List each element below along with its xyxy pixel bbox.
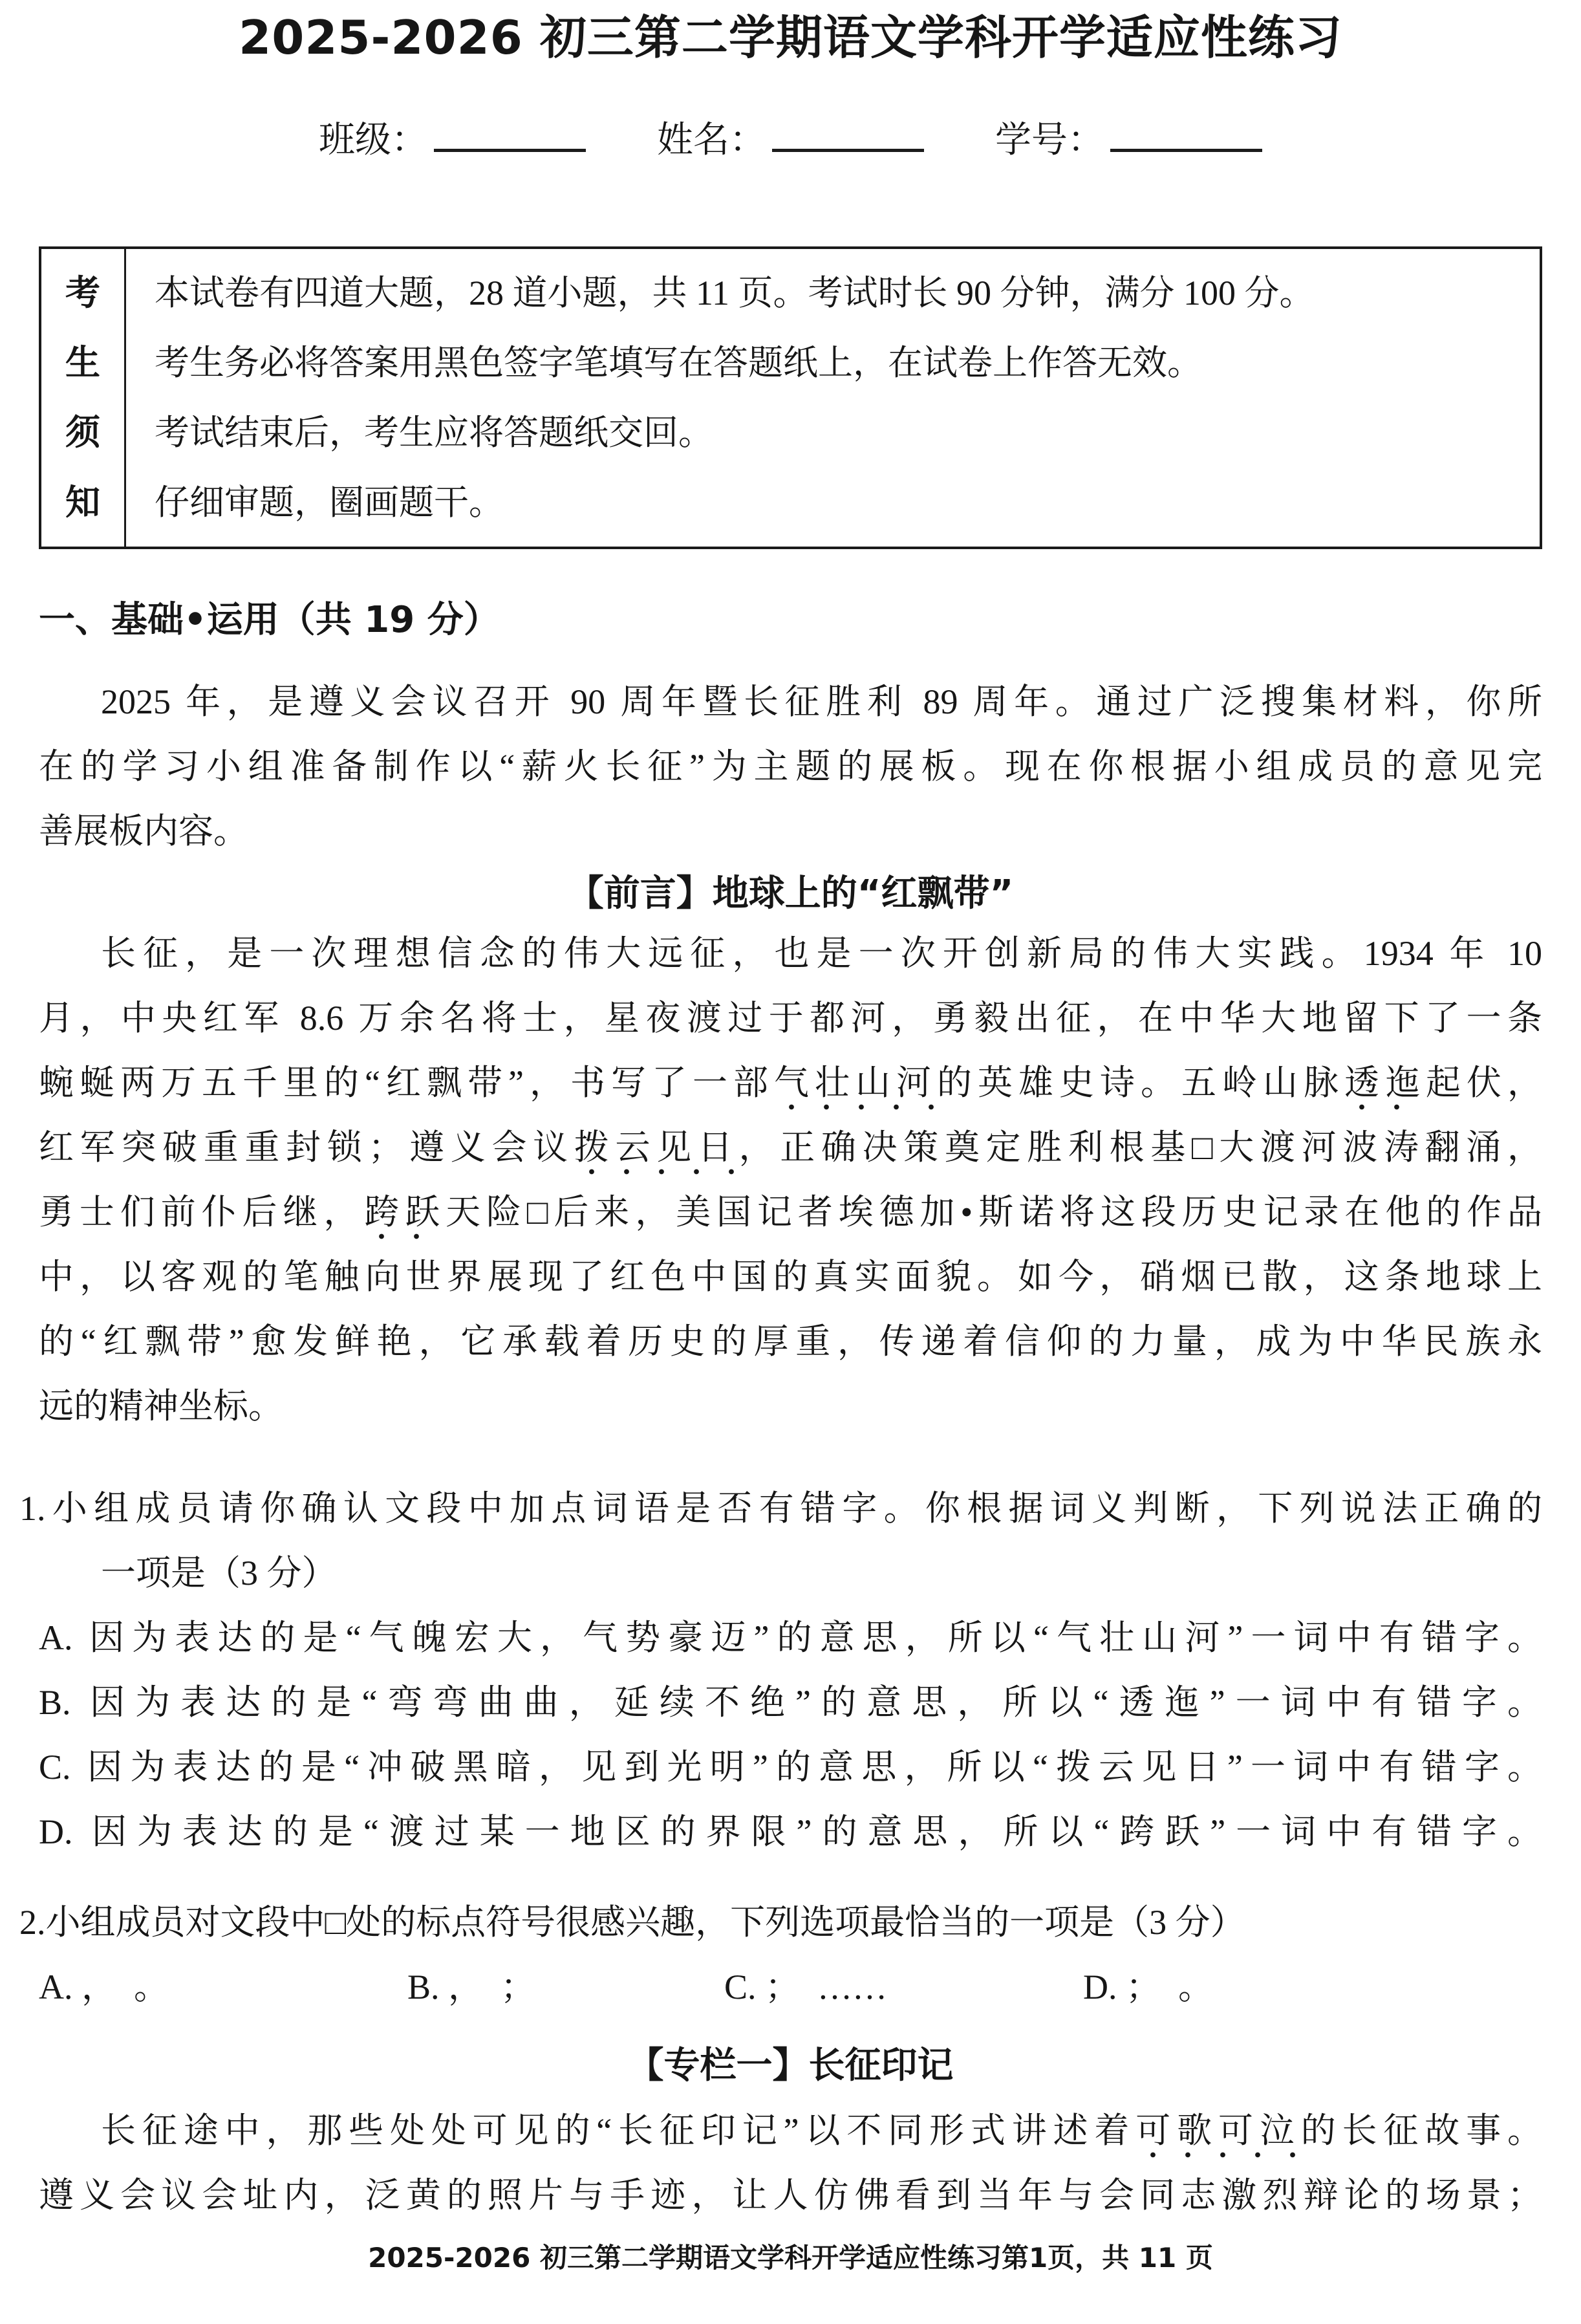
text-line [39,986,1542,1050]
question-2-option: A. ， 。 [39,1968,169,2006]
text-segment: A. 因为表达的是“气魄宏大，气势豪迈”的意思，所以“气壮山河”一词中有错字。 [39,1618,1542,1657]
text-segment: 1.小组成员请你确认文段中加点词语是否有错字。你根据词义判断，下列说法正确的 [19,1489,1542,1528]
question-1-stem [19,1476,1542,1605]
text-segment: 遵义会议会址内，泛黄的照片与手迹，让人仿佛看到当年与会同志激烈辩论的场景； [39,2176,1542,2215]
question-2-stem [19,1890,1542,1955]
question-2-option: B. ， ； [407,1968,536,2006]
text-segment: B. 因为表达的是“弯弯曲曲，延续不绝”的意思，所以“透迤”一词中有错字。 [39,1683,1542,1722]
text-segment: 起伏， [1426,1063,1543,1102]
name-fill-line [772,141,924,152]
question-2-option: C. ； …… [724,1968,888,2006]
text-line [39,1605,1542,1670]
text-line [39,1180,1542,1244]
text-segment: 善展板内容。 [39,812,248,851]
text-segment: ，正确决策奠定胜利根基□大渡河波涛翻涌， [738,1128,1543,1167]
text-segment: 长征途中，那些处处可见的“长征印记”以不同形式讲述着 [101,2111,1136,2150]
text-segment: 2.小组成员对文段中□处的标点符号很感兴趣，下列选项最恰当的一项是（3 分） [19,1903,1245,1942]
text-segment: 的“红飘带”愈发鲜艳，它承载着历史的厚重，传递着信仰的力量，成为中华民族永 [39,1322,1542,1361]
question-2-option: D. ； 。 [1083,1968,1213,2006]
text-line [39,1799,1542,1864]
text-segment: 的长征故事。 [1300,2111,1542,2150]
class-field [319,120,586,160]
text-segment: 月，中央红军 8.6 万余名将士，星夜渡过于都河，勇毅出征，在中华大地留下了一条 [39,999,1542,1037]
text-segment: 中，以客观的笔触向世界展现了红色中国的真实面貌。如今，硝烟已散，这条地球上 [39,1257,1542,1296]
text-line [19,1476,1542,1541]
intro-paragraph [39,669,1542,863]
text-line [39,1670,1542,1735]
notice-line: 仔细审题，圈画题干。 [155,483,504,522]
text-line [39,2098,1542,2163]
text-line [39,1050,1542,1115]
text-segment: 长征，是一次理想信念的伟大远征，也是一次开创新局的伟大实践。1934 年 10 [101,934,1542,973]
text-line [39,734,1542,799]
name-label: 姓名： [657,120,766,160]
student-id-label: 学号： [995,120,1104,160]
section-1-heading: 一、基础•运用（共 19 分） [39,599,500,641]
text-line [39,1244,1542,1309]
text-segment: 勇士们前仆后继， [39,1193,365,1232]
column-1-heading: 【专栏一】长征印记 [627,2045,954,2087]
name-field [657,120,924,160]
text-line [39,2163,1542,2228]
text-segment: 蜿蜒两万五千里的“红飘带”，书写了一部 [39,1063,774,1102]
paper-title: 2025-2026 初三第二学期语文学科开学适应性练习 [239,10,1342,65]
text-segment: 天险□后来，美国记者埃德加•斯诺将这段历史记录在他的作品 [446,1193,1543,1232]
notice-line: 考试结束后，考生应将答题纸交回。 [155,413,713,452]
preface-paragraph [39,921,1542,1439]
column-1-paragraph [39,2098,1542,2228]
student-info-row [39,120,1542,160]
candidate-notice-box [39,246,1542,549]
text-line [39,921,1542,986]
page-footer: 2025-2026 初三第二学期语文学科开学适应性练习第1页，共 11 页 [368,2242,1213,2274]
notice-side-label [41,249,126,547]
text-segment: 一项是（3 分） [101,1554,337,1592]
text-line [39,1115,1542,1180]
notice-side-char: 生 [65,343,100,382]
emphasis-dotted-word: 透迤 [1344,1063,1426,1111]
text-line [39,1309,1542,1374]
text-segment: 在的学习小组准备制作以“薪火长征”为主题的展板。现在你根据小组成员的意见完 [39,747,1542,786]
text-segment: C. 因为表达的是“冲破黑暗，见到光明”的意思，所以“拨云见日”一词中有错字。 [39,1748,1542,1786]
notice-side-char: 须 [65,413,100,452]
text-line [39,799,1542,863]
question-1-options [39,1605,1542,1864]
emphasis-dotted-word: 气壮山河 [774,1063,937,1111]
text-segment: D. 因为表达的是“渡过某一地区的界限”的意思，所以“跨跃”一词中有错字。 [39,1812,1542,1851]
text-segment: 红军突破重重封锁；遵义会议 [39,1128,574,1167]
emphasis-dotted-word: 拨云见日 [574,1128,739,1175]
notice-line: 考生务必将答案用黑色签字笔填写在答题纸上，在试卷上作答无效。 [155,343,1202,382]
text-line [19,1541,1542,1605]
emphasis-dotted-word: 可歌可泣 [1135,2111,1300,2158]
text-line [39,1374,1542,1439]
text-line [39,1735,1542,1799]
notice-side-char: 知 [65,483,100,522]
text-segment: 的英雄史诗。五岭山脉 [936,1063,1345,1102]
notice-lines [126,249,1540,547]
text-line [19,1890,1542,1955]
class-fill-line [434,141,586,152]
class-label: 班级： [319,120,427,160]
text-segment: 远的精神坐标。 [39,1387,283,1426]
notice-line: 本试卷有四道大题，28 道小题，共 11 页。考试时长 90 分钟，满分 100 分。 [155,274,1315,312]
notice-side-char: 考 [65,274,100,312]
text-line [39,669,1542,734]
text-segment: 2025 年，是遵义会议召开 90 周年暨长征胜利 89 周年。通过广泛搜集材料，你所 [101,682,1542,721]
preface-heading: 【前言】地球上的“红飘带” [567,873,1014,915]
emphasis-dotted-word: 跨跃 [364,1193,446,1240]
student-id-fill-line [1110,141,1262,152]
student-id-field [995,120,1262,160]
question-2-options [39,1955,1542,2019]
